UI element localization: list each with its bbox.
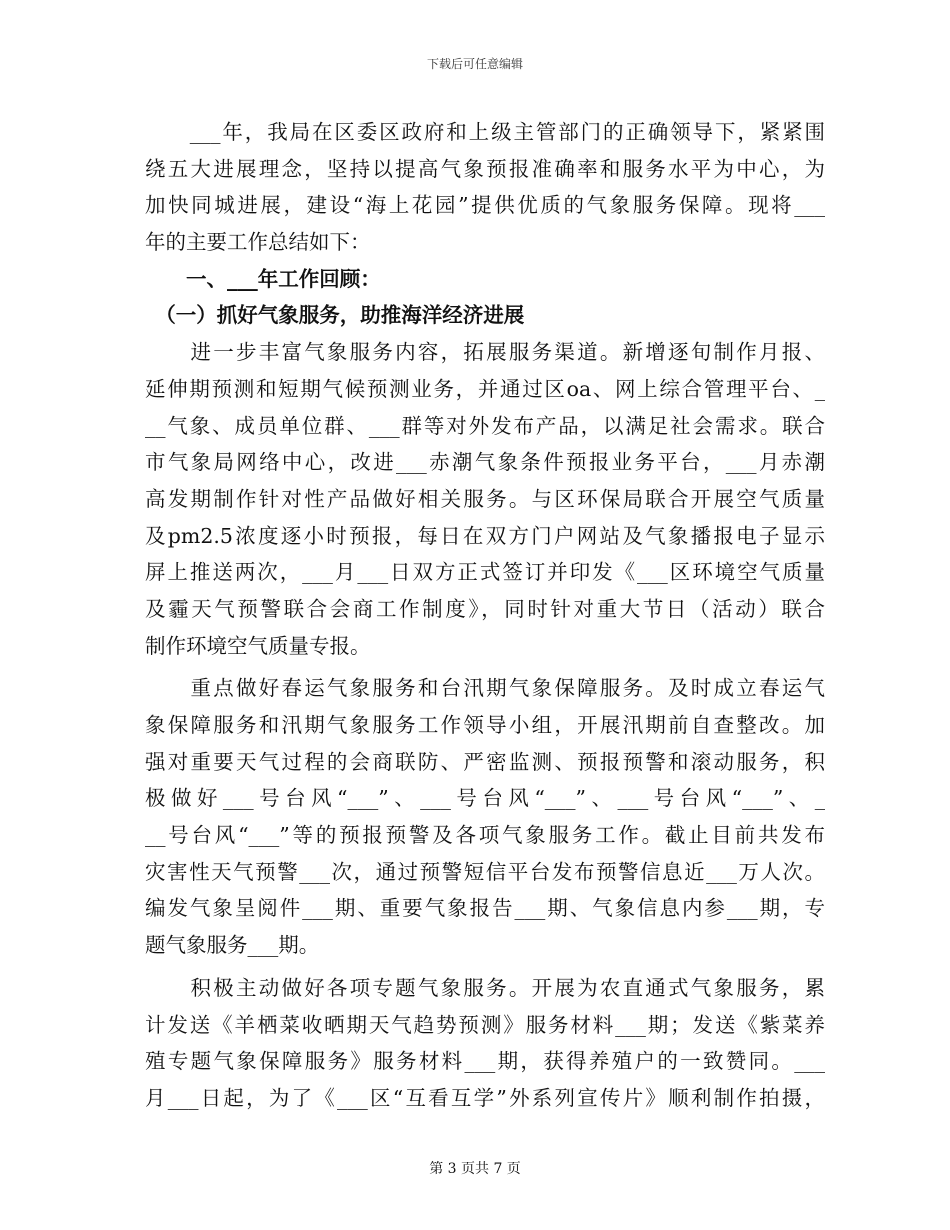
text-line: 月___日起，为了《___区“互看互学”外系列宣传片》顺利制作拍摄， <box>145 1085 825 1110</box>
text-line: 象保障服务和汛期气象服务工作领导小组，开展汛期前自查整改。加 <box>145 713 825 737</box>
text-line: __气象、成员单位群、___群等对外发布产品，以满足社会需求。联合 <box>145 413 825 438</box>
text-line: __号台风“___”等的预报预警及各项气象服务工作。截止目前共发布 <box>145 823 825 848</box>
text-line: 延伸期预测和短期气候预测业务，并通过区oa、网上综合管理平台、_ <box>145 376 825 401</box>
text-line: 殖专题气象保障服务》服务材料___期，获得养殖户的一致赞同。___ <box>145 1049 825 1074</box>
text-line: 极做好___号台风“___”、___号台风“___”、___号台风“___”、_ <box>145 786 825 811</box>
text-line: 加快同城进展，建设“海上花园”提供优质的气象服务保障。现将___ <box>145 193 825 218</box>
text-line: 进一步丰富气象服务内容，拓展服务渠道。新增逐旬制作月报、 <box>145 340 825 365</box>
text-line: 重点做好春运气象服务和台汛期气象保障服务。及时成立春运气 <box>145 676 825 701</box>
text-line: 强对重要天气过程的会商联防、严密监测、预报预警和滚动服务，积 <box>145 749 825 774</box>
text-line: 市气象局网络中心，改进___赤潮气象条件预报业务平台，___月赤潮 <box>145 450 825 475</box>
text-line: 计发送《羊栖菜收晒期天气趋势预测》服务材料___期；发送《紫菜养 <box>145 1012 825 1037</box>
section-heading: （一）抓好气象服务，助推海洋经济进展 <box>145 303 525 328</box>
text-line: 年的主要工作总结如下： <box>145 230 371 255</box>
text-line: 题气象服务___期。 <box>145 933 320 958</box>
text-line: 编发气象呈阅件___期、重要气象报告___期、气象信息内参___期，专 <box>145 896 825 921</box>
text-line: 积极主动做好各项专题气象服务。开展为农直通式气象服务，累 <box>145 975 825 1000</box>
text-line: 及pm2.5浓度逐小时预报，每日在双方门户网站及气象播报电子显示 <box>145 523 825 548</box>
text-line: 屏上推送两次，___月___日双方正式签订并印发《___区环境空气质量 <box>145 560 825 585</box>
page-header: 下载后可任意编辑 <box>426 57 523 71</box>
text-line: 制作环境空气质量专报。 <box>145 633 371 658</box>
page-footer: 第 3 页共 7 页 <box>429 1161 521 1177</box>
text-line: 高发期制作针对性产品做好相关服务。与区环保局联合开展空气质量 <box>145 486 825 511</box>
document-body <box>145 114 825 1117</box>
text-line: 及霾天气预警联合会商工作制度》，同时针对重大节日（活动）联合 <box>145 596 825 621</box>
text-line: 灾害性天气预警___次，通过预警短信平台发布预警信息近___万人次。 <box>145 859 825 884</box>
section-heading: 一、___年工作回顾： <box>145 266 381 291</box>
text-line: 绕五大进展理念，坚持以提高气象预报准确率和服务水平为中心，为 <box>145 156 825 181</box>
text-line: ___年，我局在区委区政府和上级主管部门的正确领导下，紧紧围 <box>145 120 825 144</box>
